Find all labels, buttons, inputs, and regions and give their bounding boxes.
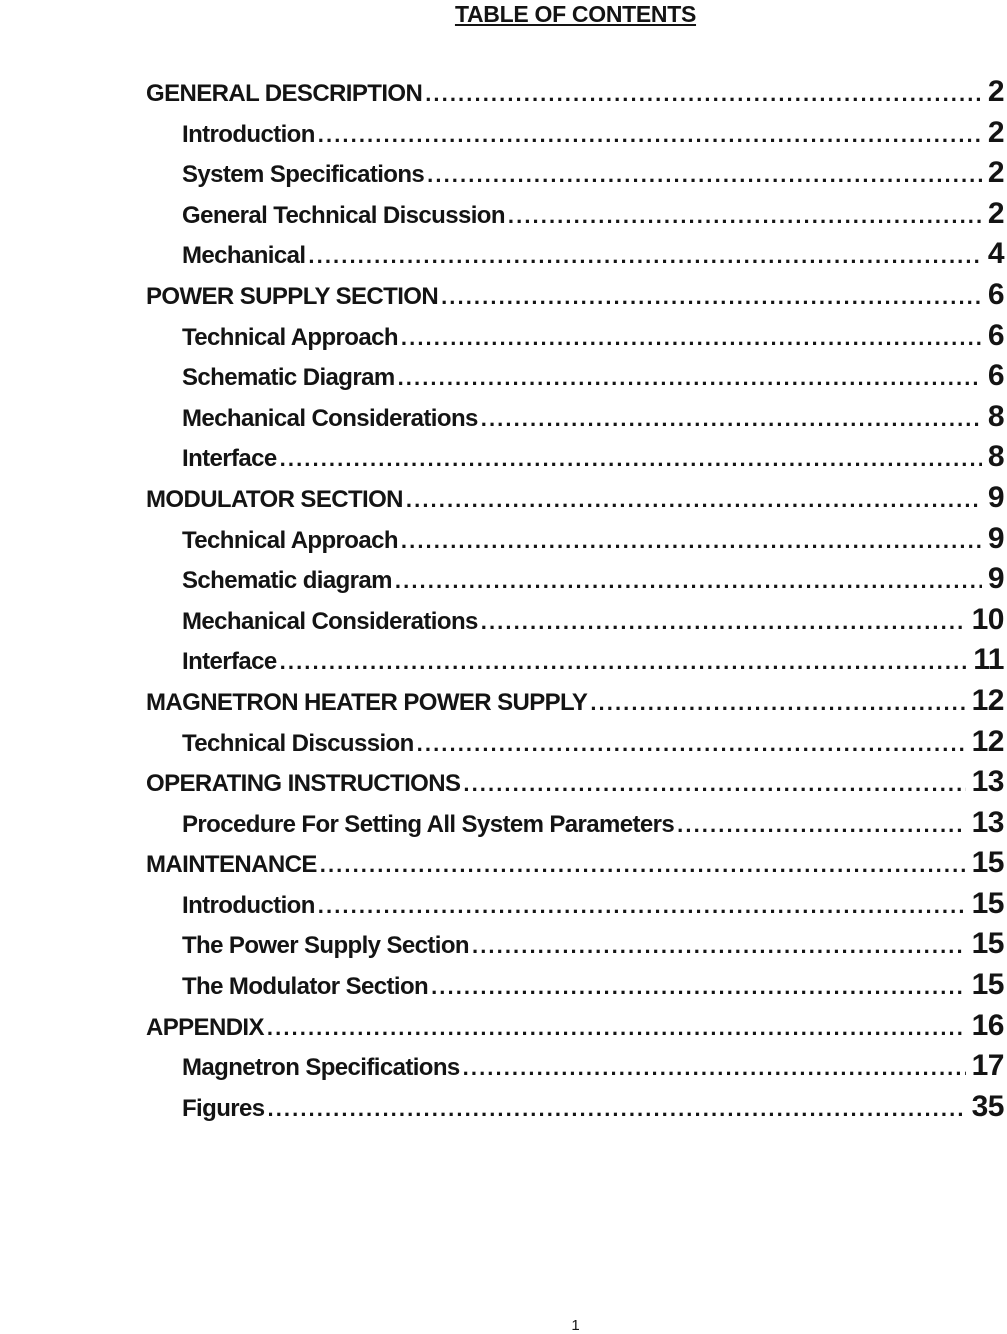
toc-entry-label: Introduction: [182, 120, 315, 148]
page-title-text: TABLE OF CONTENTS: [454, 1, 697, 27]
toc-dot-leader: [401, 521, 982, 561]
toc-entry: [0, 722, 1007, 763]
toc-dot-leader: [508, 196, 982, 236]
toc-entry-page: 15: [971, 968, 1004, 1002]
toc-dot-leader: [267, 1008, 966, 1048]
toc-entry-page: 35: [971, 1089, 1004, 1123]
toc-dot-leader: [417, 724, 966, 764]
toc-entry: [0, 316, 1007, 357]
toc-entry-label: Procedure For Setting All System Parameters: [182, 810, 675, 838]
toc-entry-page: 15: [971, 927, 1004, 961]
toc-entry: [0, 234, 1007, 275]
toc-dot-leader: [320, 845, 966, 885]
toc-dot-leader: [481, 602, 966, 642]
toc-entry-page: 2: [987, 115, 1004, 149]
toc-entry-page: 15: [971, 886, 1004, 920]
toc-entry-page: 15: [971, 846, 1004, 880]
toc-entry-page: 13: [971, 805, 1004, 839]
toc-list: [0, 72, 1007, 1127]
toc-entry-label: Mechanical Considerations: [182, 404, 478, 432]
toc-entry-label: Schematic Diagram: [182, 364, 395, 392]
toc-entry: [0, 640, 1007, 681]
toc-entry-page: 10: [971, 602, 1004, 636]
toc-entry: [0, 275, 1007, 316]
page-title: [0, 1, 1007, 28]
toc-entry-label: Mechanical Considerations: [182, 607, 478, 635]
toc-entry-page: 9: [987, 521, 1004, 555]
toc-entry-page: 8: [987, 399, 1004, 433]
toc-entry: [0, 356, 1007, 397]
page-number: [0, 1317, 1007, 1334]
toc-entry-page: 17: [971, 1049, 1004, 1083]
toc-entry: [0, 843, 1007, 884]
toc-entry-page: 12: [971, 724, 1004, 758]
toc-dot-leader: [431, 967, 966, 1007]
toc-entry-page: 2: [987, 156, 1004, 190]
toc-entry-label: Magnetron Specifications: [182, 1054, 460, 1082]
toc-dot-leader: [427, 155, 982, 195]
toc-entry-page: 4: [987, 237, 1004, 271]
toc-dot-leader: [280, 642, 968, 682]
toc-dot-leader: [481, 399, 982, 439]
toc-entry-page: 9: [987, 562, 1004, 596]
toc-entry-label: Interface: [182, 445, 277, 473]
toc-entry-label: The Power Supply Section: [182, 932, 469, 960]
toc-dot-leader: [395, 561, 982, 601]
toc-entry-page: 13: [971, 765, 1004, 799]
toc-entry: [0, 762, 1007, 803]
toc-entry-label: Technical Approach: [182, 323, 398, 351]
toc-dot-leader: [463, 764, 965, 804]
toc-entry-label: MAGNETRON HEATER POWER SUPPLY: [146, 688, 588, 716]
toc-entry-page: 9: [987, 480, 1004, 514]
toc-dot-leader: [280, 439, 982, 479]
toc-entry-label: Interface: [182, 648, 277, 676]
toc-entry-page: 11: [973, 643, 1004, 677]
toc-entry: [0, 1006, 1007, 1047]
toc-entry-label: MODULATOR SECTION: [146, 485, 403, 513]
toc-entry-page: 2: [987, 196, 1004, 230]
toc-dot-leader: [425, 74, 982, 114]
toc-entry: [0, 1087, 1007, 1128]
toc-entry-page: 16: [971, 1008, 1004, 1042]
toc-entry: [0, 600, 1007, 641]
toc-dot-leader: [318, 886, 966, 926]
toc-entry: [0, 397, 1007, 438]
toc-entry: [0, 153, 1007, 194]
toc-entry-page: 6: [987, 277, 1004, 311]
toc-entry: [0, 681, 1007, 722]
toc-dot-leader: [398, 358, 982, 398]
toc-entry-label: POWER SUPPLY SECTION: [146, 282, 439, 310]
toc-entry-label: GENERAL DESCRIPTION: [146, 80, 423, 107]
toc-entry-label: Figures: [182, 1094, 265, 1122]
toc-dot-leader: [590, 683, 965, 723]
toc-entry-page: 12: [971, 683, 1004, 717]
toc-entry-label: OPERATING INSTRUCTIONS: [146, 770, 461, 798]
toc-entry-page: 6: [987, 359, 1004, 393]
toc-entry-page: 6: [987, 318, 1004, 352]
toc-dot-leader: [406, 480, 982, 520]
toc-entry-page: 2: [987, 75, 1004, 108]
toc-entry-label: Introduction: [182, 891, 315, 919]
toc-dot-leader: [401, 318, 982, 358]
toc-dot-leader: [472, 926, 966, 966]
toc-entry: [0, 113, 1007, 154]
toc-entry: [0, 1046, 1007, 1087]
toc-entry: [0, 194, 1007, 235]
toc-entry-label: Schematic diagram: [182, 567, 392, 595]
toc-entry-label: Technical Discussion: [182, 729, 414, 757]
toc-entry: [0, 965, 1007, 1006]
toc-dot-leader: [463, 1048, 966, 1088]
toc-entry-label: Mechanical: [182, 242, 306, 270]
page-number-text: 1: [571, 1317, 580, 1334]
toc-entry-label: The Modulator Section: [182, 973, 429, 1001]
toc-dot-leader: [308, 236, 981, 276]
toc-entry-label: General Technical Discussion: [182, 201, 505, 229]
toc-entry: [0, 803, 1007, 844]
toc-dot-leader: [267, 1089, 965, 1129]
toc-entry-label: Technical Approach: [182, 526, 398, 554]
toc-entry-label: System Specifications: [182, 161, 425, 189]
toc-entry-label: MAINTENANCE: [146, 851, 317, 879]
toc-entry: [0, 72, 1007, 113]
toc-entry: [0, 559, 1007, 600]
toc-entry: [0, 478, 1007, 519]
toc-entry: [0, 924, 1007, 965]
toc-dot-leader: [677, 805, 965, 845]
toc-entry: [0, 884, 1007, 925]
toc-entry: [0, 437, 1007, 478]
toc-dot-leader: [318, 115, 982, 155]
toc-entry-page: 8: [987, 440, 1004, 474]
toc-dot-leader: [441, 277, 982, 317]
toc-entry-label: APPENDIX: [146, 1013, 264, 1041]
toc-entry: [0, 519, 1007, 560]
